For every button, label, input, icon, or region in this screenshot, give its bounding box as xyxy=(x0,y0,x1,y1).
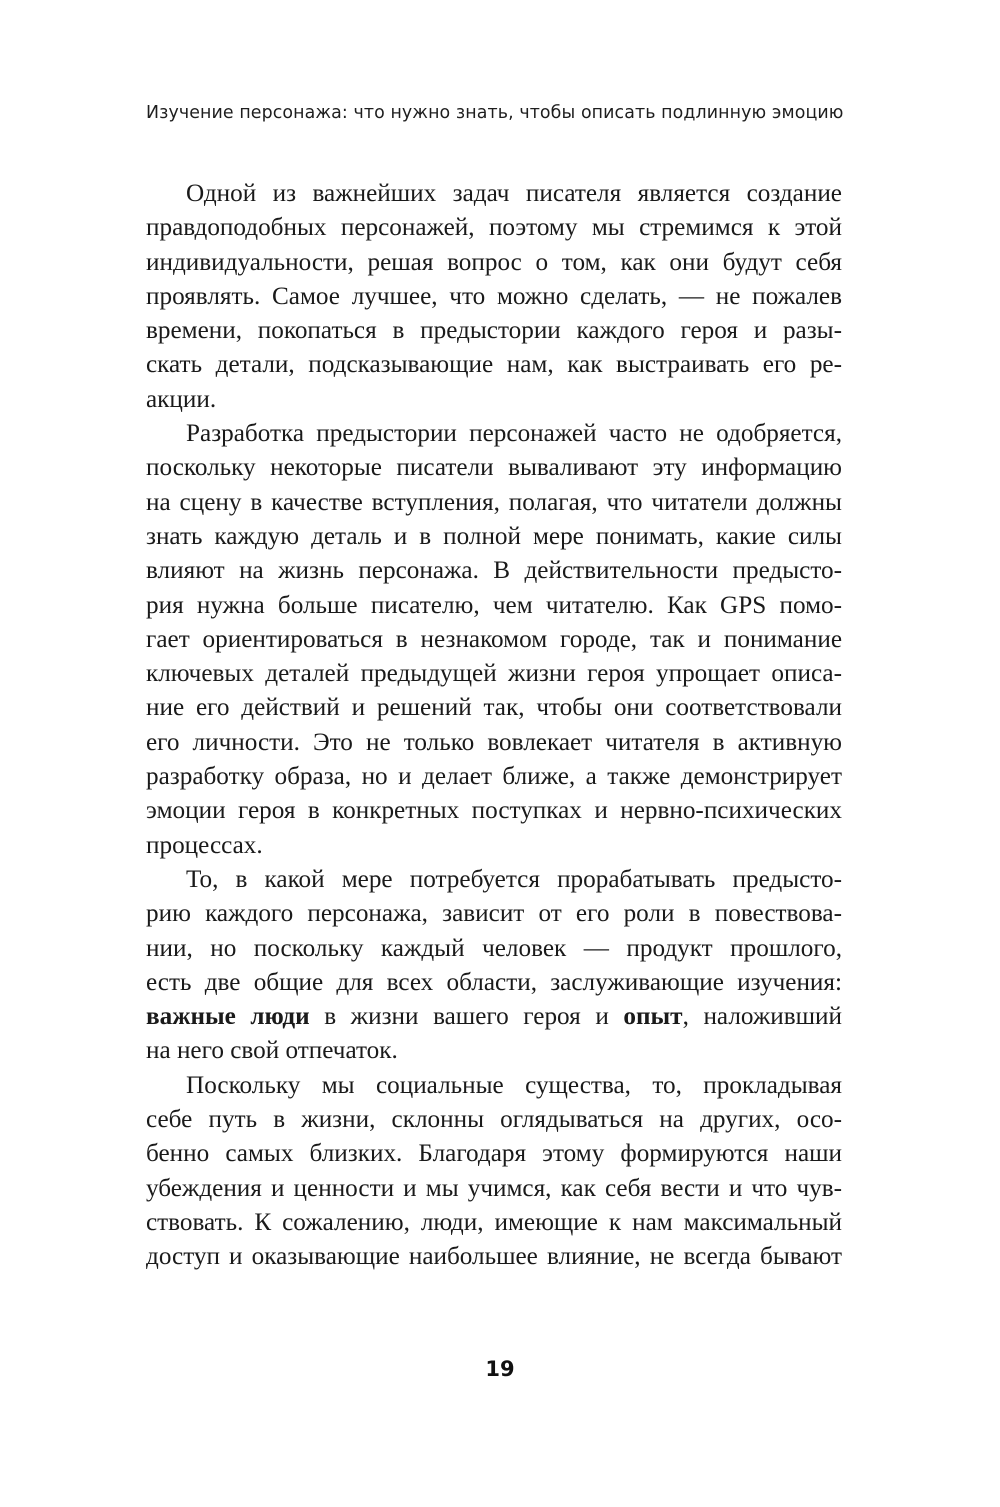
text-line: эмоции героя в конкретных поступках и нервно-психических xyxy=(146,797,842,825)
text-line: поскольку некоторые писатели вываливают эту информацию xyxy=(146,454,842,482)
text-line: Разработка предыстории персонажей часто не одобряется, xyxy=(186,420,842,448)
bold-term-important-people: важные люди xyxy=(146,1003,310,1031)
paragraph-3 xyxy=(146,863,842,1069)
text-line: процессах. xyxy=(146,831,263,859)
text-line: гает ориентироваться в незнакомом городе, так и понимание xyxy=(146,625,842,653)
text-line: Поскольку мы социальные существа, то, прокладывая xyxy=(186,1071,842,1099)
text-line: рию каждого персонажа, зависит от его роли в повествова- xyxy=(146,900,842,928)
text-line: Одной из важнейших задач писателя является создание xyxy=(186,180,842,207)
text-line: на него свой отпечаток. xyxy=(146,1037,398,1065)
text-line: скать детали, подсказывающие нам, как выстраивать его ре- xyxy=(146,351,842,379)
text-line: правдоподобных персонажей, поэтому мы стремимся к этой xyxy=(146,214,842,242)
text-line-emphasis xyxy=(146,1000,842,1034)
paragraph-2 xyxy=(146,417,842,863)
text-line: ствовать. К сожалению, люди, имеющие к нам максимальный xyxy=(146,1208,842,1236)
paragraph-1 xyxy=(146,177,842,417)
text-line: времени, покопаться в предыстории каждого героя и разы- xyxy=(146,317,842,345)
text-line: рия нужна больше писателю, чем читателю. Как GPS помо- xyxy=(146,591,842,619)
text-line: бенно самых близких. Благодаря этому формируются наши xyxy=(146,1140,842,1168)
paragraph-4 xyxy=(146,1069,842,1275)
inline-text: , наложивший xyxy=(682,1003,842,1031)
text-line: есть две общие для всех области, заслуживающие изучения: xyxy=(146,968,842,996)
text-line: на сцену в качестве вступления, полагая, что читатели должны xyxy=(146,488,842,516)
text-line: знать каждую деталь и в полной мере понимать, какие силы xyxy=(146,522,842,550)
page-number: 19 xyxy=(485,1357,515,1381)
text-line: акции. xyxy=(146,385,217,413)
text-line: ние его действий и решений так, чтобы они соответствовали xyxy=(146,694,842,722)
text-line: То, в какой мере потребуется прорабатывать предысто- xyxy=(186,865,842,893)
body-text xyxy=(146,177,842,1275)
text-line: себе путь в жизни, склонны оглядываться на других, осо- xyxy=(146,1106,842,1134)
text-line: проявлять. Самое лучшее, что можно сделать, — не пожалев xyxy=(146,282,842,310)
text-line: его личности. Это не только вовлекает читателя в активную xyxy=(146,728,842,756)
inline-text: в жизни вашего героя и xyxy=(309,1003,624,1031)
text-line: влияют на жизнь персонажа. В действительности предысто- xyxy=(146,557,842,585)
text-line: убеждения и ценности и мы учимся, как себя вести и что чув- xyxy=(146,1174,842,1202)
text-line: индивидуальности, решая вопрос о том, как они будут себя xyxy=(146,248,842,276)
text-line: разработку образа, но и делает ближе, а также демонстрирует xyxy=(146,763,842,791)
text-line: доступ и оказывающие наибольшее влияние, не всегда бывают xyxy=(146,1243,842,1271)
text-line: ключевых деталей предыдущей жизни героя упрощает описа- xyxy=(146,660,842,688)
running-header: Изучение персонажа: что нужно знать, чтобы описать подлинную эмоцию xyxy=(146,103,844,123)
bold-term-experience: опыт xyxy=(623,1003,683,1031)
text-line: нии, но поскольку каждый человек — продукт прошлого, xyxy=(146,934,842,962)
